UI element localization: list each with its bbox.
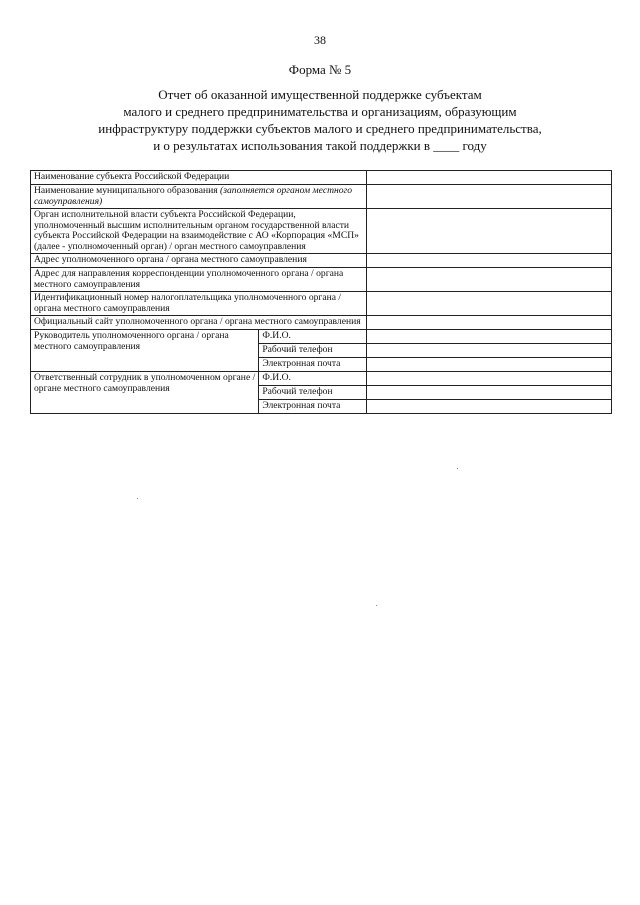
row-label-region: Наименование субъекта Российской Федерации <box>31 171 367 185</box>
head-value-phone[interactable] <box>367 344 612 358</box>
table-row <box>31 209 612 254</box>
head-field-name: Ф.И.О. <box>259 330 367 344</box>
row-value-mail-address[interactable] <box>367 268 612 292</box>
table-row <box>31 372 612 386</box>
title-line: малого и среднего предпринимательства и организациям, образующим <box>123 104 517 119</box>
municipality-note: (заполняется органом местного самоуправления) <box>34 185 353 207</box>
row-label-municipality <box>31 185 367 209</box>
table-row <box>31 292 612 316</box>
table-row <box>31 185 612 209</box>
report-form-table <box>30 170 612 414</box>
row-label-address: Адрес уполномоченного органа / органа местного самоуправления <box>31 254 367 268</box>
table-row <box>31 268 612 292</box>
scan-speck <box>457 468 458 469</box>
responsible-field-phone: Рабочий телефон <box>259 386 367 400</box>
page-number: 38 <box>314 33 326 47</box>
head-field-phone: Рабочий телефон <box>259 344 367 358</box>
table-row <box>31 171 612 185</box>
row-label-website: Официальный сайт уполномоченного органа / органа местного самоуправления <box>31 316 367 330</box>
responsible-field-email: Электронная почта <box>259 400 367 414</box>
table-row <box>31 316 612 330</box>
responsible-label: Ответственный сотрудник в уполномоченном органе / органе местного самоуправления <box>31 372 259 414</box>
row-value-inn[interactable] <box>367 292 612 316</box>
title-line: и о результатах использования такой поддержки в ____ году <box>153 138 487 153</box>
table-row <box>31 254 612 268</box>
responsible-field-name: Ф.И.О. <box>259 372 367 386</box>
row-label-inn: Идентификационный номер налогоплательщика уполномоченного органа / органа местного самоуправления <box>31 292 367 316</box>
row-value-address[interactable] <box>367 254 612 268</box>
head-value-email[interactable] <box>367 358 612 372</box>
head-label: Руководитель уполномоченного органа / органа местного самоуправления <box>31 330 259 372</box>
row-label-authority: Орган исполнительной власти субъекта Российской Федерации, уполномоченный высшим исполнительным органом государственной власти субъекта Российской Федерации на взаимодействие с АО «Корпорация «МСП» (далее - уполномоченный орган) / орган местного самоуправления <box>31 209 367 254</box>
report-title <box>80 86 560 154</box>
responsible-value-email[interactable] <box>367 400 612 414</box>
form-label: Форма № 5 <box>288 62 352 77</box>
head-value-name[interactable] <box>367 330 612 344</box>
table-row <box>31 330 612 344</box>
scan-speck <box>376 605 377 606</box>
row-value-municipality[interactable] <box>367 185 612 209</box>
row-value-authority[interactable] <box>367 209 612 254</box>
responsible-value-phone[interactable] <box>367 386 612 400</box>
scan-speck <box>137 498 138 499</box>
title-line: инфраструктуру поддержки субъектов малого и среднего предпринимательства, <box>98 121 542 136</box>
row-value-website[interactable] <box>367 316 612 330</box>
title-line: Отчет об оказанной имущественной поддержке субъектам <box>158 87 482 102</box>
responsible-value-name[interactable] <box>367 372 612 386</box>
head-field-email: Электронная почта <box>259 358 367 372</box>
row-value-region[interactable] <box>367 171 612 185</box>
row-label-mail-address: Адрес для направления корреспонденции уполномоченного органа / органа местного самоуправления <box>31 268 367 292</box>
municipality-label: Наименование муниципального образования <box>34 185 218 196</box>
